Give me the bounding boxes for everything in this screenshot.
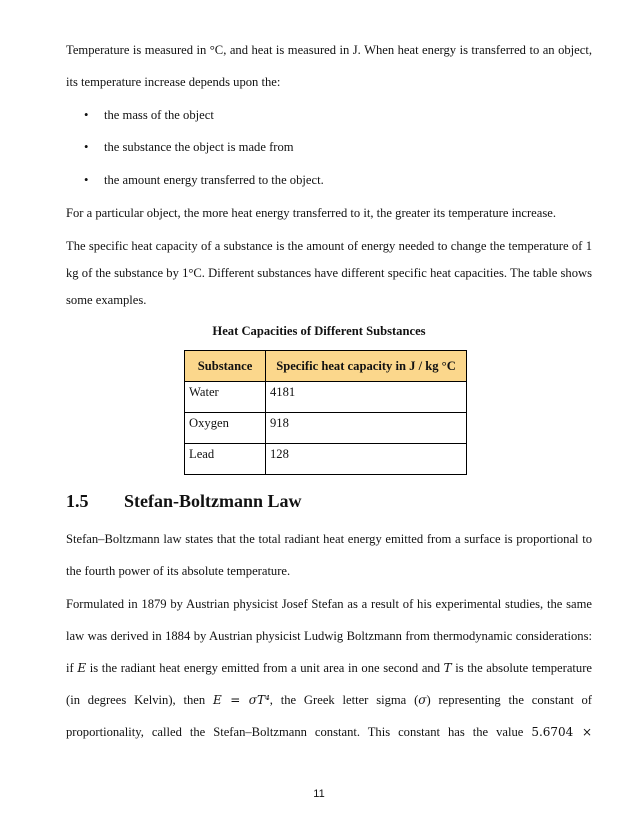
cell-substance: Oxygen — [185, 413, 266, 444]
table-row — [185, 413, 467, 444]
section-number: 1.5 — [66, 491, 89, 511]
paragraph-history-line-4 — [66, 692, 592, 708]
math-formula: E = σT⁴ — [213, 693, 270, 707]
paragraph-history-line-1: Formulated in 1879 by Austrian physicist Josef Stefan as a result of his experimental studies, the same — [66, 597, 592, 611]
math-constant-value: 5.6704 × — [531, 725, 592, 739]
cell-substance: Water — [185, 382, 266, 413]
section-title: Stefan-Boltzmann Law — [124, 491, 302, 511]
text-run: proportionality, called the Stefan–Boltzmann constant. This constant has the value — [66, 725, 532, 739]
bullet-dot: • — [84, 140, 89, 154]
cell-value: 128 — [266, 444, 467, 475]
table-row — [185, 382, 467, 413]
paragraph-specific-heat-line-2: kg of the substance by 1°C. Different substances have different specific heat capacities. The table shows — [66, 266, 592, 280]
bullet-dot: • — [84, 108, 89, 122]
cell-value: 4181 — [266, 382, 467, 413]
table-caption: Heat Capacities of Different Substances — [212, 324, 426, 338]
paragraph-history-line-3 — [66, 660, 592, 676]
heat-capacity-table — [184, 350, 467, 475]
column-header-substance: Substance — [185, 351, 266, 382]
paragraph-intro-line-1: Temperature is measured in °C, and heat is measured in J. When heat energy is transferred to an object, — [66, 43, 592, 57]
text-run: ) representing the constant of — [426, 693, 593, 707]
paragraph-heat-transfer: For a particular object, the more heat energy transferred to it, the greater its temperature increase. — [66, 206, 557, 220]
paragraph-specific-heat-line-3: some examples. — [66, 293, 147, 307]
section-heading — [66, 491, 302, 512]
paragraph-law-line-2: the fourth power of its absolute temperature. — [66, 564, 291, 578]
cell-substance: Lead — [185, 444, 266, 475]
bullet-dot: • — [84, 173, 89, 187]
bullet-item: the amount energy transferred to the object. — [104, 173, 324, 187]
text-run: is the radiant heat energy emitted from a unit area in one second and — [86, 661, 444, 675]
math-symbol-e: E — [77, 661, 87, 675]
text-run: , the Greek letter sigma ( — [269, 693, 419, 707]
paragraph-intro-line-2: its temperature increase depends upon the: — [66, 75, 281, 89]
math-symbol-sigma: σ — [418, 693, 427, 707]
column-header-heat-capacity: Specific heat capacity in J / kg °C — [266, 351, 467, 382]
text-run: if — [66, 661, 78, 675]
text-run: (in degrees Kelvin), then — [66, 693, 213, 707]
cell-value: 918 — [266, 413, 467, 444]
text-run: is the absolute temperature — [451, 661, 592, 675]
table-row — [185, 444, 467, 475]
math-symbol-t: T — [443, 661, 452, 675]
page-number: 11 — [313, 788, 325, 800]
bullet-item: the substance the object is made from — [104, 140, 294, 154]
bullet-item: the mass of the object — [104, 108, 214, 122]
paragraph-history-line-2: law was derived in 1884 by Austrian physicist Ludwig Boltzmann from thermodynamic considerations: — [66, 629, 592, 643]
table-header-row — [185, 351, 467, 382]
paragraph-specific-heat-line-1: The specific heat capacity of a substance is the amount of energy needed to change the temperature of 1 — [66, 239, 592, 253]
paragraph-history-line-5 — [66, 724, 592, 740]
paragraph-law-line-1: Stefan–Boltzmann law states that the total radiant heat energy emitted from a surface is proportional to — [66, 532, 592, 546]
